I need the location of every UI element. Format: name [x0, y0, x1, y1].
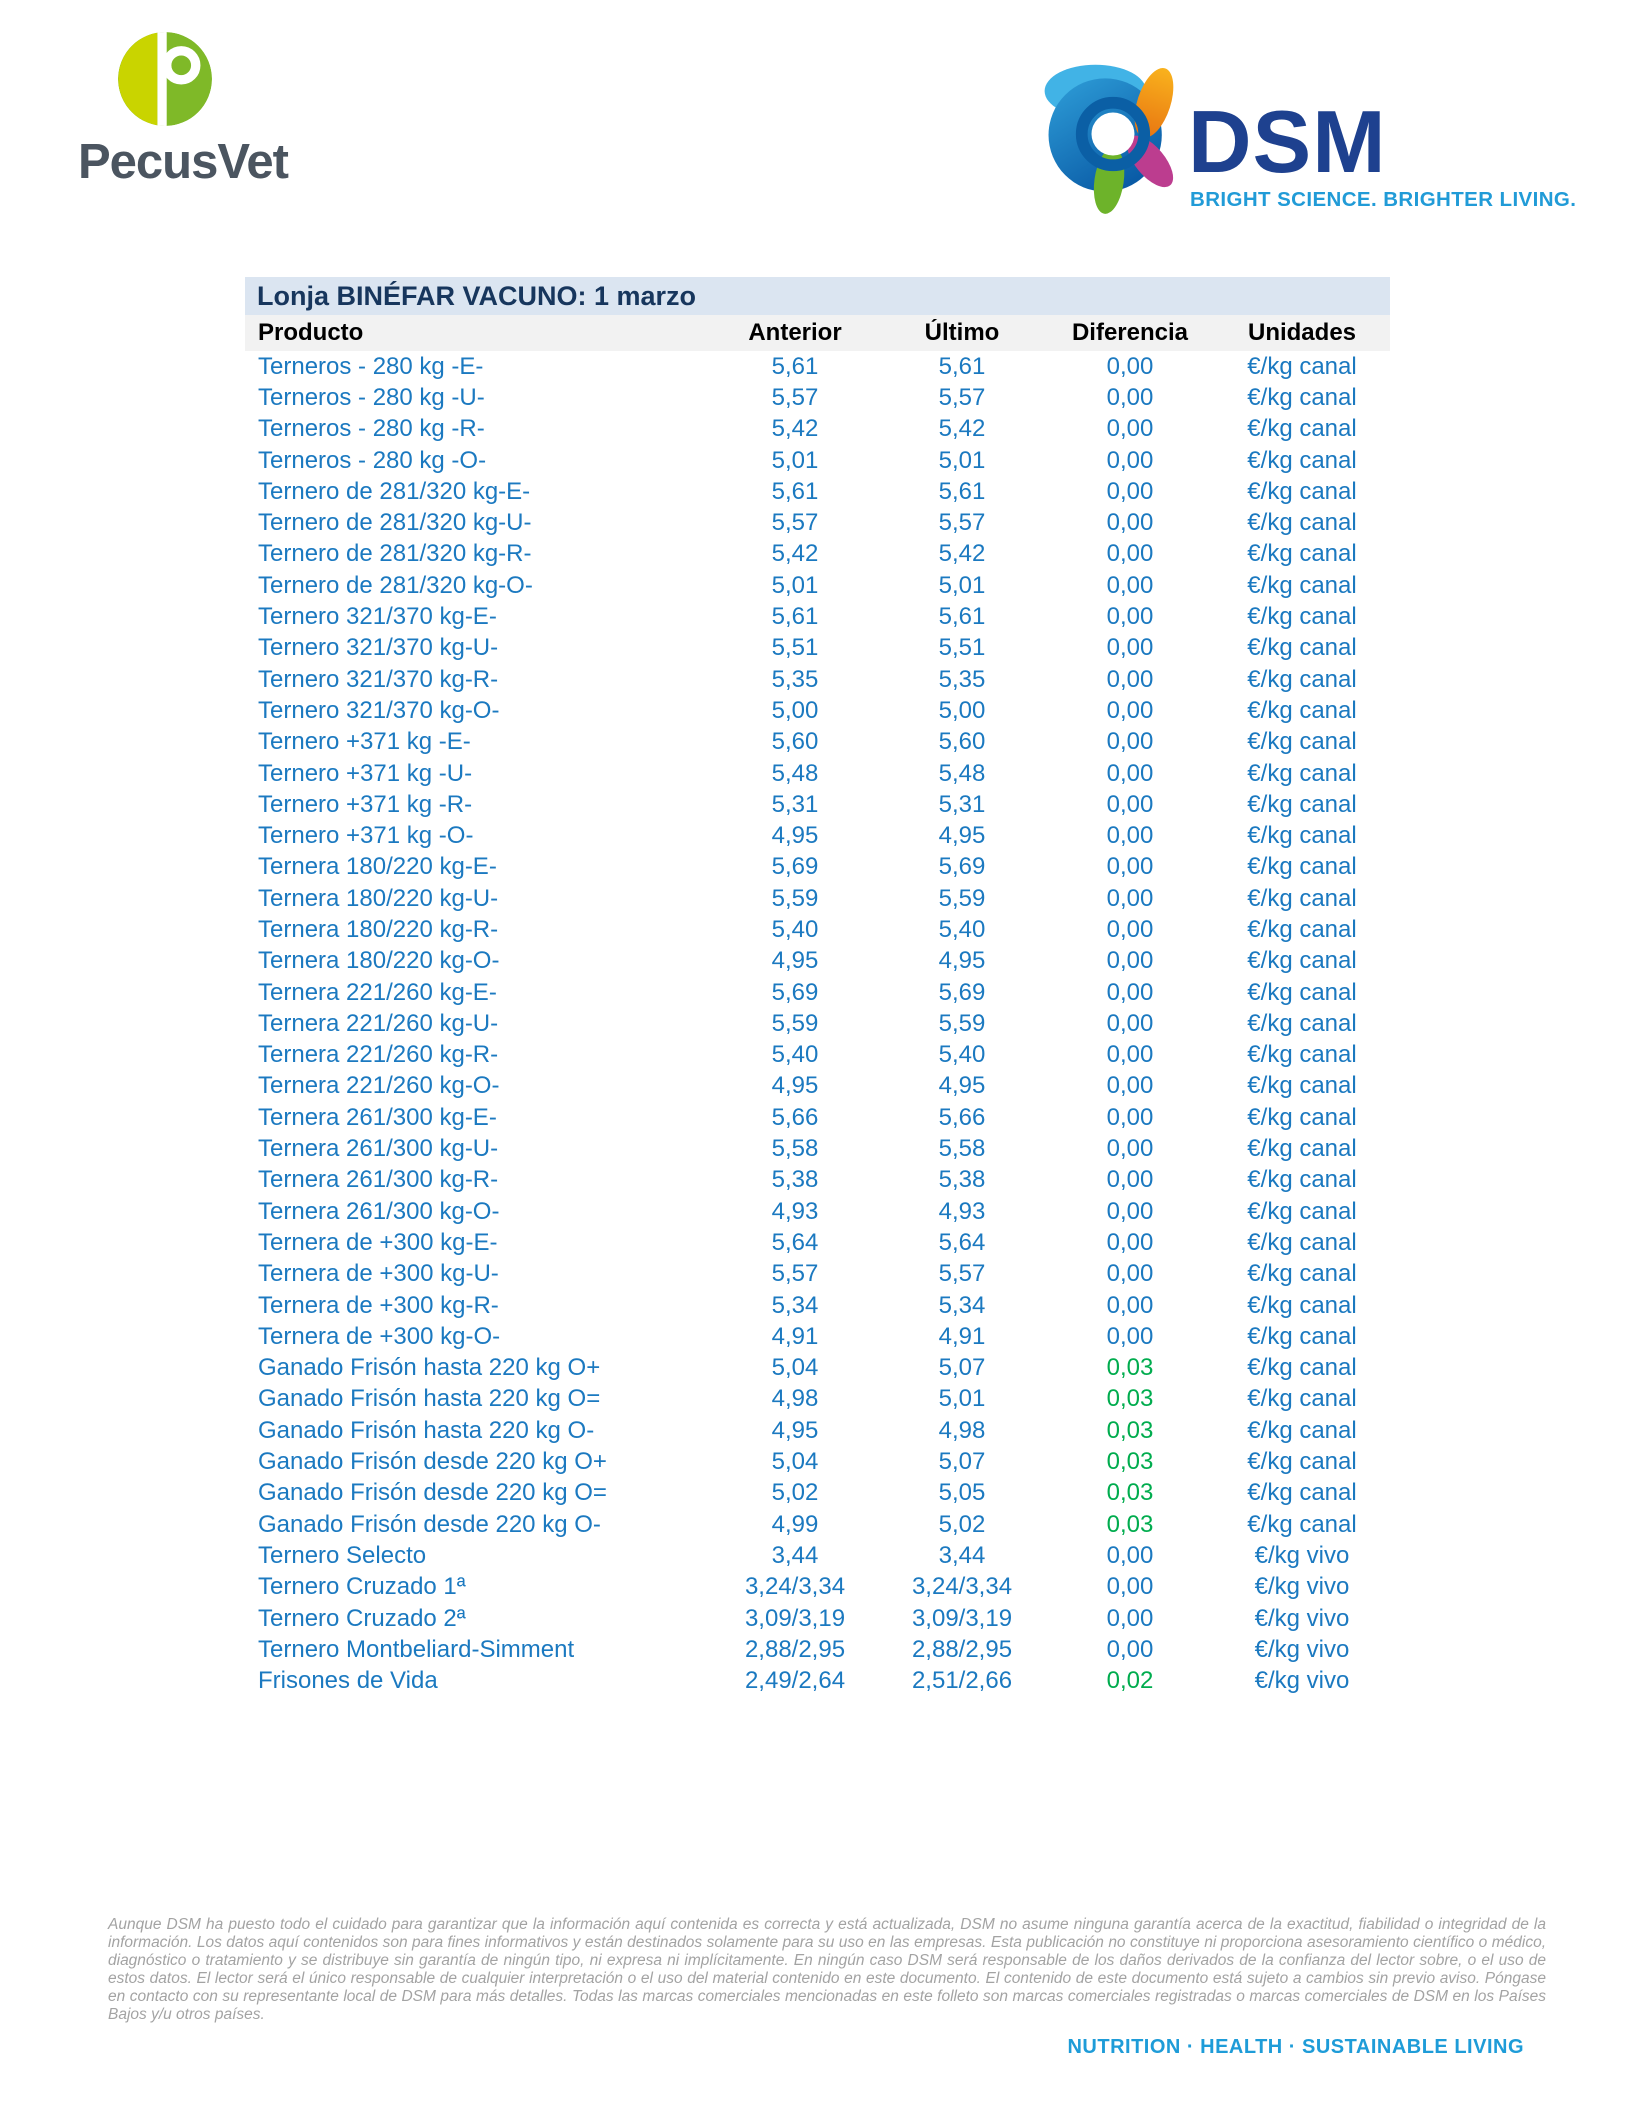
cell-unidades: €/kg canal — [1247, 1228, 1357, 1256]
table-row — [245, 1634, 1390, 1665]
cell-unidades: €/kg canal — [1247, 822, 1357, 850]
cell-producto: Ternero +371 kg -U- — [258, 759, 473, 787]
cell-diferencia: 0,03 — [1106, 1510, 1154, 1538]
cell-anterior: 5,66 — [771, 1103, 819, 1131]
table-row — [245, 914, 1390, 945]
cell-anterior: 5,40 — [771, 1041, 819, 1069]
cell-diferencia: 0,00 — [1106, 352, 1154, 380]
cell-diferencia: 0,00 — [1106, 728, 1154, 756]
cell-anterior: 5,51 — [771, 634, 819, 662]
cell-anterior: 5,58 — [771, 1135, 819, 1163]
cell-producto: Ternera 180/220 kg-R- — [258, 915, 499, 943]
cell-diferencia: 0,00 — [1106, 540, 1154, 568]
cell-anterior: 4,95 — [771, 947, 819, 975]
cell-ultimo: 5,07 — [938, 1448, 986, 1476]
cell-ultimo: 5,07 — [938, 1354, 986, 1382]
table-row — [245, 1478, 1390, 1509]
dsm-bottom-tagline: NUTRITION · HEALTH · SUSTAINABLE LIVING — [1067, 2036, 1524, 2058]
cell-unidades: €/kg canal — [1247, 1385, 1357, 1413]
cell-diferencia: 0,00 — [1106, 1041, 1154, 1069]
cell-ultimo: 5,57 — [938, 383, 986, 411]
cell-anterior: 4,93 — [771, 1197, 819, 1225]
cell-producto: Ternero +371 kg -O- — [258, 822, 474, 850]
cell-anterior: 5,57 — [771, 509, 819, 537]
cell-producto: Ternera 261/300 kg-O- — [258, 1197, 500, 1225]
cell-unidades: €/kg vivo — [1254, 1667, 1350, 1695]
cell-unidades: €/kg canal — [1247, 790, 1357, 818]
cell-diferencia: 0,00 — [1106, 1103, 1154, 1131]
cell-diferencia: 0,00 — [1106, 1260, 1154, 1288]
table-row — [245, 382, 1390, 413]
cell-ultimo: 5,40 — [938, 915, 986, 943]
table-row — [245, 1540, 1390, 1571]
table-row — [245, 601, 1390, 632]
cell-unidades: €/kg canal — [1247, 446, 1357, 474]
cell-ultimo: 5,61 — [938, 477, 986, 505]
cell-unidades: €/kg canal — [1247, 383, 1357, 411]
table-row — [245, 758, 1390, 789]
cell-anterior: 5,31 — [771, 790, 819, 818]
cell-producto: Ternero 321/370 kg-O- — [258, 696, 500, 724]
table-row — [245, 789, 1390, 820]
cell-ultimo: 5,66 — [938, 1103, 986, 1131]
cell-ultimo: 5,59 — [938, 1009, 986, 1037]
cell-ultimo: 5,31 — [938, 790, 986, 818]
table-row — [245, 1353, 1390, 1384]
cell-producto: Ternera 221/260 kg-U- — [258, 1009, 499, 1037]
cell-diferencia: 0,00 — [1106, 853, 1154, 881]
cell-unidades: €/kg canal — [1247, 1354, 1357, 1382]
cell-unidades: €/kg canal — [1247, 1166, 1357, 1194]
cell-anterior: 4,98 — [771, 1385, 819, 1413]
cell-unidades: €/kg canal — [1247, 728, 1357, 756]
cell-diferencia: 0,00 — [1106, 1135, 1154, 1163]
cell-anterior: 4,99 — [771, 1510, 819, 1538]
cell-unidades: €/kg vivo — [1254, 1573, 1350, 1601]
dsm-tagline: BRIGHT SCIENCE. BRIGHTER LIVING. — [1190, 188, 1577, 211]
table-row — [245, 1509, 1390, 1540]
cell-anterior: 4,95 — [771, 1072, 819, 1100]
cell-anterior: 4,95 — [771, 822, 819, 850]
cell-anterior: 5,42 — [771, 415, 819, 443]
table-row — [245, 1008, 1390, 1039]
disclaimer-text: Aunque DSM ha puesto todo el cuidado para garantizar que la información aquí contenida es correcta y está actualizada, DSM no asume ninguna garantía acerca de la exactitud, fiabilidad o integridad de la información. Los datos aquí contenidos son para fines informativos y están destinados solamente para su uso en las empresas. Esta publicación no constituye ni proporciona asesoramiento científico o médico, diagnóstico o tratamiento y se distribuye sin garantía de ningún tipo, ni expresa ni implícitamente. En ningún caso DSM será responsable de los daños derivados de la confianza del lector sobre, o el uso de estos datos. El lector será el único responsable de cualquier interpretación o el uso del material contenido en este documento. El contenido de este documento está sujeto a cambios sin previo aviso. Póngase en contacto con su representante local de DSM para más detalles. Todas las marcas comerciales mencionadas en este folleto son marcas comerciales registradas o marcas comerciales de DSM en los Países Bajos y/u otros países. — [108, 1916, 1546, 2023]
cell-producto: Ganado Frisón hasta 220 kg O= — [258, 1385, 601, 1413]
pecusvet-wordmark: PecusVet — [78, 135, 288, 189]
cell-unidades: €/kg vivo — [1254, 1604, 1350, 1632]
cell-producto: Ternero 321/370 kg-U- — [258, 634, 499, 662]
cell-ultimo: 4,95 — [938, 822, 986, 850]
cell-producto: Ganado Frisón hasta 220 kg O+ — [258, 1354, 601, 1382]
cell-ultimo: 5,01 — [938, 446, 986, 474]
cell-unidades: €/kg canal — [1247, 415, 1357, 443]
table-row — [245, 1133, 1390, 1164]
cell-ultimo: 5,42 — [938, 540, 986, 568]
cell-producto: Ternero +371 kg -E- — [258, 728, 471, 756]
table-row — [245, 820, 1390, 851]
cell-unidades: €/kg canal — [1247, 1041, 1357, 1069]
cell-diferencia: 0,00 — [1106, 1604, 1154, 1632]
cell-producto: Ganado Frisón desde 220 kg O+ — [258, 1448, 607, 1476]
cell-unidades: €/kg canal — [1247, 1009, 1357, 1037]
cell-diferencia: 0,00 — [1106, 1322, 1154, 1350]
cell-anterior: 5,01 — [771, 446, 819, 474]
column-header-diferencia: Diferencia — [1071, 319, 1189, 346]
cell-anterior: 5,34 — [771, 1291, 819, 1319]
cell-ultimo: 5,40 — [938, 1041, 986, 1069]
table-row — [245, 1165, 1390, 1196]
table-row — [245, 1040, 1390, 1071]
cell-diferencia: 0,00 — [1106, 509, 1154, 537]
cell-ultimo: 5,51 — [938, 634, 986, 662]
cell-unidades: €/kg canal — [1247, 1510, 1357, 1538]
cell-unidades: €/kg canal — [1247, 509, 1357, 537]
cell-anterior: 5,61 — [771, 603, 819, 631]
cell-unidades: €/kg canal — [1247, 884, 1357, 912]
cell-ultimo: 5,57 — [938, 509, 986, 537]
cell-anterior: 4,91 — [771, 1322, 819, 1350]
cell-diferencia: 0,00 — [1106, 1541, 1154, 1569]
table-header-row — [245, 315, 1390, 351]
cell-diferencia: 0,00 — [1106, 1291, 1154, 1319]
table-row — [245, 476, 1390, 507]
cell-diferencia: 0,00 — [1106, 415, 1154, 443]
cell-producto: Ternera 221/260 kg-E- — [258, 978, 497, 1006]
cell-anterior: 5,69 — [771, 853, 819, 881]
cell-ultimo: 5,69 — [938, 978, 986, 1006]
cell-unidades: €/kg canal — [1247, 1135, 1357, 1163]
table-row — [245, 883, 1390, 914]
cell-ultimo: 5,34 — [938, 1291, 986, 1319]
cell-unidades: €/kg canal — [1247, 477, 1357, 505]
cell-diferencia: 0,00 — [1106, 634, 1154, 662]
table-row — [245, 1227, 1390, 1258]
cell-diferencia: 0,00 — [1106, 822, 1154, 850]
cell-ultimo: 2,51/2,66 — [911, 1667, 1013, 1695]
cell-unidades: €/kg canal — [1247, 634, 1357, 662]
cell-diferencia: 0,03 — [1106, 1416, 1154, 1444]
cell-ultimo: 5,35 — [938, 665, 986, 693]
cell-producto: Ternera de +300 kg-U- — [258, 1260, 499, 1288]
table-row — [245, 1446, 1390, 1477]
cell-ultimo: 4,95 — [938, 947, 986, 975]
cell-producto: Ternero +371 kg -R- — [258, 790, 473, 818]
cell-anterior: 5,00 — [771, 696, 819, 724]
cell-ultimo: 5,58 — [938, 1135, 986, 1163]
dsm-wordmark: DSM — [1188, 92, 1387, 191]
cell-producto: Ternera 221/260 kg-O- — [258, 1072, 500, 1100]
cell-diferencia: 0,00 — [1106, 790, 1154, 818]
cell-producto: Ternera 261/300 kg-E- — [258, 1103, 497, 1131]
cell-producto: Ternera 180/220 kg-O- — [258, 947, 500, 975]
cell-anterior: 4,95 — [771, 1416, 819, 1444]
cell-diferencia: 0,00 — [1106, 477, 1154, 505]
cell-ultimo: 5,00 — [938, 696, 986, 724]
cell-unidades: €/kg canal — [1247, 1072, 1357, 1100]
cell-producto: Ternero Selecto — [258, 1541, 427, 1569]
cell-diferencia: 0,00 — [1106, 1573, 1154, 1601]
table-row — [245, 445, 1390, 476]
cell-anterior: 5,61 — [771, 477, 819, 505]
cell-diferencia: 0,00 — [1106, 978, 1154, 1006]
table-row — [245, 351, 1390, 382]
cell-anterior: 5,04 — [771, 1354, 819, 1382]
cell-diferencia: 0,03 — [1106, 1385, 1154, 1413]
cell-anterior: 3,44 — [771, 1541, 819, 1569]
cell-anterior: 5,38 — [771, 1166, 819, 1194]
cell-unidades: €/kg canal — [1247, 1322, 1357, 1350]
cell-producto: Ternera de +300 kg-O- — [258, 1322, 501, 1350]
cell-diferencia: 0,00 — [1106, 915, 1154, 943]
table-row — [245, 852, 1390, 883]
table-row — [245, 946, 1390, 977]
cell-producto: Ternero 321/370 kg-E- — [258, 603, 497, 631]
cell-anterior: 5,69 — [771, 978, 819, 1006]
table-row — [245, 633, 1390, 664]
cell-ultimo: 4,98 — [938, 1416, 986, 1444]
cell-producto: Ternera 261/300 kg-U- — [258, 1135, 499, 1163]
cell-unidades: €/kg canal — [1247, 1416, 1357, 1444]
cell-unidades: €/kg canal — [1247, 853, 1357, 881]
cell-unidades: €/kg canal — [1247, 540, 1357, 568]
table-row — [245, 1290, 1390, 1321]
cell-diferencia: 0,00 — [1106, 1197, 1154, 1225]
cell-diferencia: 0,00 — [1106, 884, 1154, 912]
cell-anterior: 5,02 — [771, 1479, 819, 1507]
cell-ultimo: 5,02 — [938, 1510, 986, 1538]
cell-diferencia: 0,03 — [1106, 1479, 1154, 1507]
cell-unidades: €/kg canal — [1247, 696, 1357, 724]
column-header-anterior: Anterior — [748, 319, 842, 346]
cell-unidades: €/kg canal — [1247, 1448, 1357, 1476]
column-header-producto: Producto — [258, 319, 364, 346]
cell-ultimo: 4,93 — [938, 1197, 986, 1225]
dsm-logo-icon — [1036, 52, 1188, 218]
cell-diferencia: 0,00 — [1106, 446, 1154, 474]
cell-ultimo: 5,01 — [938, 1385, 986, 1413]
cell-unidades: €/kg canal — [1247, 1103, 1357, 1131]
table-row — [245, 1603, 1390, 1634]
cell-producto: Ternera de +300 kg-E- — [258, 1228, 498, 1256]
cell-anterior: 2,88/2,95 — [744, 1635, 846, 1663]
cell-anterior: 5,59 — [771, 1009, 819, 1037]
cell-anterior: 5,61 — [771, 352, 819, 380]
cell-ultimo: 5,61 — [938, 352, 986, 380]
cell-producto: Ternero Montbeliard-Simment — [258, 1635, 575, 1663]
cell-producto: Frisones de Vida — [258, 1667, 438, 1695]
cell-unidades: €/kg canal — [1247, 1260, 1357, 1288]
cell-unidades: €/kg canal — [1247, 1197, 1357, 1225]
cell-anterior: 5,04 — [771, 1448, 819, 1476]
cell-producto: Ternero de 281/320 kg-U- — [258, 509, 532, 537]
cell-producto: Ternero de 281/320 kg-R- — [258, 540, 532, 568]
cell-producto: Terneros - 280 kg -U- — [258, 383, 485, 411]
cell-ultimo: 3,09/3,19 — [911, 1604, 1013, 1632]
column-header-unidades: Unidades — [1247, 319, 1357, 346]
cell-producto: Terneros - 280 kg -E- — [258, 352, 484, 380]
cell-diferencia: 0,02 — [1106, 1667, 1154, 1695]
cell-producto: Ganado Frisón desde 220 kg O= — [258, 1479, 607, 1507]
cell-unidades: €/kg canal — [1247, 759, 1357, 787]
cell-ultimo: 5,05 — [938, 1479, 986, 1507]
cell-producto: Ganado Frisón desde 220 kg O- — [258, 1510, 601, 1538]
column-header-ultimo: Último — [924, 319, 1000, 346]
table-body — [245, 351, 1390, 1697]
cell-ultimo: 5,38 — [938, 1166, 986, 1194]
cell-unidades: €/kg vivo — [1254, 1635, 1350, 1663]
cell-ultimo: 3,24/3,34 — [911, 1573, 1013, 1601]
table-row — [245, 695, 1390, 726]
cell-diferencia: 0,03 — [1106, 1448, 1154, 1476]
pecusvet-logo-icon — [118, 32, 212, 126]
cell-ultimo: 5,01 — [938, 571, 986, 599]
cell-ultimo: 5,59 — [938, 884, 986, 912]
cell-diferencia: 0,00 — [1106, 665, 1154, 693]
table-row — [245, 1415, 1390, 1446]
table-row — [245, 664, 1390, 695]
table-row — [245, 1572, 1390, 1603]
cell-diferencia: 0,00 — [1106, 1635, 1154, 1663]
cell-anterior: 5,42 — [771, 540, 819, 568]
cell-unidades: €/kg vivo — [1254, 1541, 1350, 1569]
cell-anterior: 5,35 — [771, 665, 819, 693]
cell-anterior: 2,49/2,64 — [744, 1667, 846, 1695]
table-row — [245, 1321, 1390, 1352]
cell-ultimo: 5,60 — [938, 728, 986, 756]
cell-producto: Ternera 180/220 kg-U- — [258, 884, 499, 912]
cell-producto: Ternera 180/220 kg-E- — [258, 853, 497, 881]
table-row — [245, 570, 1390, 601]
table-row — [245, 1102, 1390, 1133]
cell-producto: Ternera 221/260 kg-R- — [258, 1041, 499, 1069]
cell-diferencia: 0,00 — [1106, 947, 1154, 975]
cell-producto: Terneros - 280 kg -R- — [258, 415, 485, 443]
cell-producto: Ternero 321/370 kg-R- — [258, 665, 499, 693]
cell-producto: Ternero de 281/320 kg-O- — [258, 571, 533, 599]
cell-diferencia: 0,00 — [1106, 571, 1154, 599]
cell-anterior: 5,40 — [771, 915, 819, 943]
cell-unidades: €/kg canal — [1247, 947, 1357, 975]
cell-ultimo: 4,91 — [938, 1322, 986, 1350]
cell-producto: Ternera de +300 kg-R- — [258, 1291, 499, 1319]
cell-anterior: 5,57 — [771, 1260, 819, 1288]
cell-ultimo: 5,69 — [938, 853, 986, 881]
cell-diferencia: 0,03 — [1106, 1354, 1154, 1382]
cell-ultimo: 4,95 — [938, 1072, 986, 1100]
cell-anterior: 5,01 — [771, 571, 819, 599]
cell-diferencia: 0,00 — [1106, 1166, 1154, 1194]
table-row — [245, 727, 1390, 758]
table-row — [245, 1384, 1390, 1415]
cell-anterior: 5,57 — [771, 383, 819, 411]
cell-ultimo: 5,42 — [938, 415, 986, 443]
cell-unidades: €/kg canal — [1247, 1291, 1357, 1319]
cell-producto: Ternero de 281/320 kg-E- — [258, 477, 531, 505]
cell-unidades: €/kg canal — [1247, 603, 1357, 631]
cell-ultimo: 2,88/2,95 — [911, 1635, 1013, 1663]
cell-ultimo: 5,48 — [938, 759, 986, 787]
cell-anterior: 5,59 — [771, 884, 819, 912]
cell-producto: Ternero Cruzado 2ª — [258, 1604, 466, 1632]
cell-producto: Terneros - 280 kg -O- — [258, 446, 487, 474]
table-title: Lonja BINÉFAR VACUNO: 1 marzo — [245, 277, 1390, 315]
cell-ultimo: 5,64 — [938, 1228, 986, 1256]
cell-producto: Ternero Cruzado 1ª — [258, 1573, 466, 1601]
table-row — [245, 414, 1390, 445]
table-row — [245, 977, 1390, 1008]
table-row — [245, 1259, 1390, 1290]
cell-unidades: €/kg canal — [1247, 665, 1357, 693]
cell-producto: Ternera 261/300 kg-R- — [258, 1166, 499, 1194]
cell-unidades: €/kg canal — [1247, 978, 1357, 1006]
cell-diferencia: 0,00 — [1106, 603, 1154, 631]
cell-anterior: 5,60 — [771, 728, 819, 756]
table-row — [245, 1665, 1390, 1696]
cell-ultimo: 3,44 — [938, 1541, 986, 1569]
cell-diferencia: 0,00 — [1106, 696, 1154, 724]
cell-unidades: €/kg canal — [1247, 352, 1357, 380]
cell-diferencia: 0,00 — [1106, 1228, 1154, 1256]
cell-unidades: €/kg canal — [1247, 915, 1357, 943]
table-row — [245, 539, 1390, 570]
cell-unidades: €/kg canal — [1247, 571, 1357, 599]
cell-ultimo: 5,61 — [938, 603, 986, 631]
cell-unidades: €/kg canal — [1247, 1479, 1357, 1507]
cell-diferencia: 0,00 — [1106, 383, 1154, 411]
cell-anterior: 3,09/3,19 — [744, 1604, 846, 1632]
cell-diferencia: 0,00 — [1106, 1009, 1154, 1037]
table-row — [245, 1196, 1390, 1227]
table-row — [245, 1071, 1390, 1102]
cell-diferencia: 0,00 — [1106, 1072, 1154, 1100]
cell-anterior: 5,64 — [771, 1228, 819, 1256]
price-table — [245, 277, 1390, 1697]
cell-anterior: 5,48 — [771, 759, 819, 787]
cell-ultimo: 5,57 — [938, 1260, 986, 1288]
cell-producto: Ganado Frisón hasta 220 kg O- — [258, 1416, 595, 1444]
table-row — [245, 507, 1390, 538]
cell-anterior: 3,24/3,34 — [744, 1573, 846, 1601]
cell-diferencia: 0,00 — [1106, 759, 1154, 787]
